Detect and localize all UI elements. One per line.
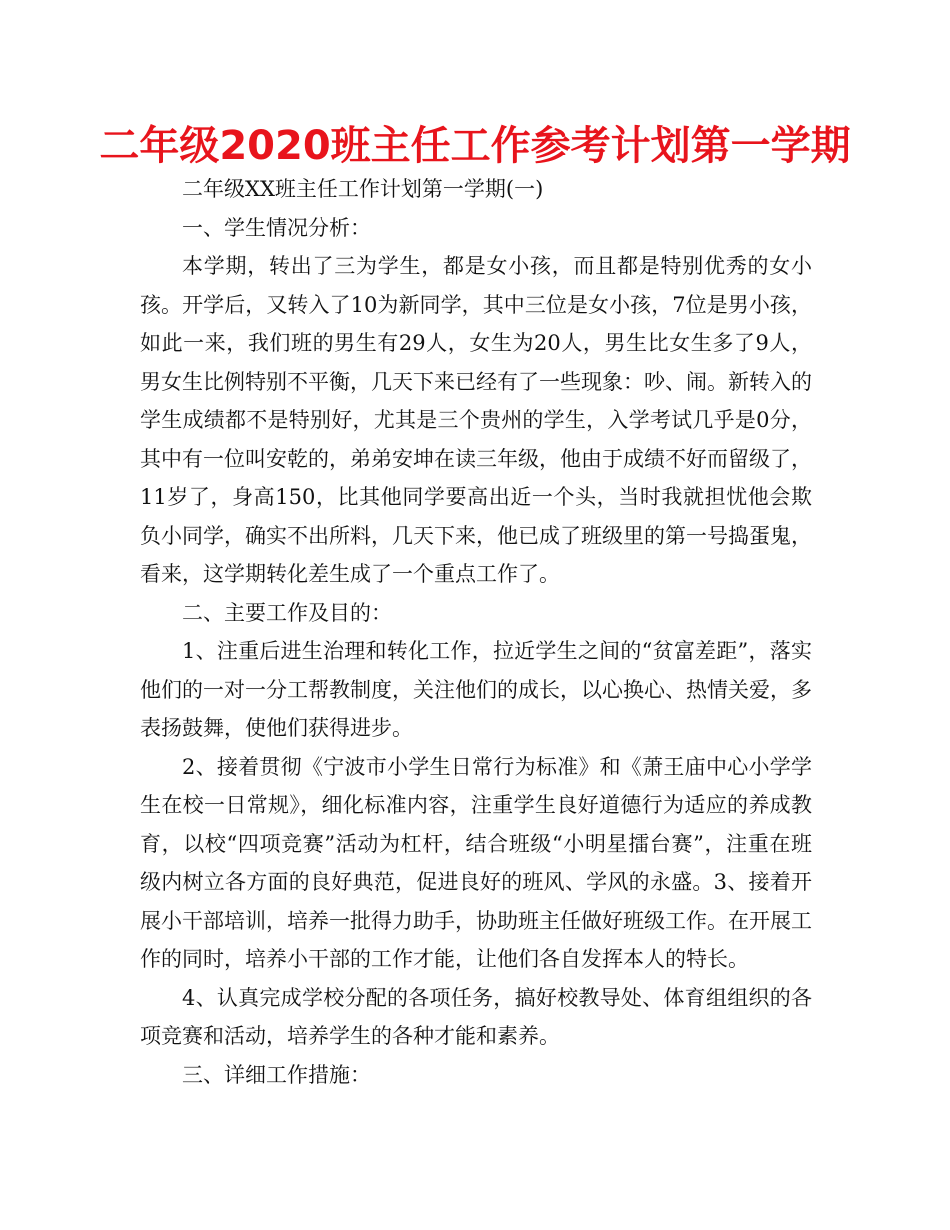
goal-item-1: 1、注重后进生治理和转化工作，拉近学生之间的“贫富差距”，落实他们的一对一分工帮教制度，关注他们的成长，以心换心、热情关爱，多表扬鼓舞，使他们获得进步。 — [140, 639, 812, 740]
goal-item-4: 4、认真完成学校分配的各项任务，搞好校教导处、体育组组织的各项竞赛和活动，培养学生的各种才能和素养。 — [140, 985, 812, 1048]
goal-item-2-3: 2、接着贯彻《宁波市小学生日常行为标准》和《萧王庙中心小学学生在校一日常规》，细化标准内容，注重学生良好道德行为适应的养成教育，以校“四项竞赛”活动为杠杆，结合班级“小明星擂台赛”，注重在班级内树立各方面的良好典范，促进良好的班风、学风的永盛。3、接着开展小干部培训，培养一批得力助手，协助班主任做好班级工作。在开展工作的同时，培养小干部的工作才能，让他们各自发挥本人的特长。 — [140, 754, 812, 971]
student-analysis-paragraph: 本学期，转出了三为学生，都是女小孩，而且都是特别优秀的女小孩。开学后，又转入了10为新同学，其中三位是女小孩，7位是男小孩，如此一来，我们班的男生有29人，女生为20人，男生比女生多了9人，男女生比例特别不平衡，几天下来已经有了一些现象：吵、闹。新转入的学生成绩都不是特别好，尤其是三个贵州的学生，入学考试几乎是0分，其中有一位叫安乾的，弟弟安坤在读三年级，他由于成绩不好而留级了，11岁了，身高150，比其他同学要高出近一个头，当时我就担忧他会欺负小同学，确实不出所料，几天下来，他已成了班级里的第一号捣蛋鬼，看来，这学期转化差生成了一个重点工作了。 — [140, 254, 812, 586]
section-heading-2: 二、主要工作及目的： — [182, 600, 392, 625]
section-heading-3: 三、详细工作措施： — [182, 1062, 371, 1087]
section-heading-1: 一、学生情况分析： — [182, 215, 371, 240]
document-body — [140, 170, 812, 1094]
subtitle-paragraph: 二年级XX班主任工作计划第一学期(一) — [182, 177, 544, 201]
document-title: 二年级2020班主任工作参考计划第一学期 — [99, 123, 851, 169]
